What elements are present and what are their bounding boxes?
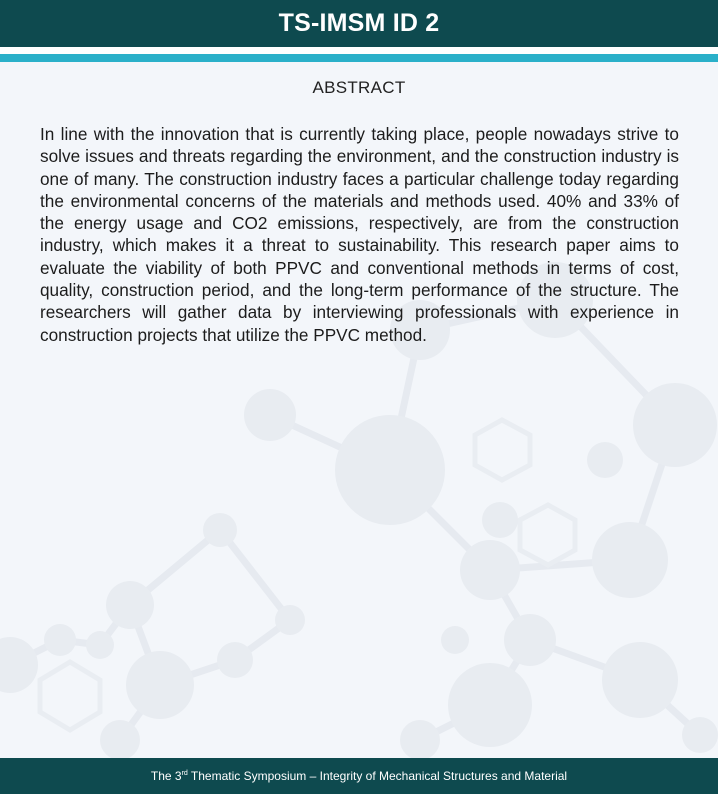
page-title: TS-IMSM ID 2 (278, 9, 440, 37)
footer-suffix: Thematic Symposium – Integrity of Mechanical Structures and Material (187, 769, 568, 783)
abstract-paragraph: In line with the innovation that is currently taking place, people nowadays strive to solve issues and threats regarding the environment, and the construction industry is one of many. The construction industry faces a particular challenge today regarding the environmental concerns of the materials and methods used. 40% and 33% of the energy usage and CO2 emissions, respectively, are from the construction industry, which makes it a threat to sustainability. This research paper aims to evaluate the viability of both PPVC and conventional methods in terms of cost, quality, construction period, and the long-term performance of the structure. The researchers will gather data by interviewing professionals with experience in construction projects that utilize the PPVC method. (40, 124, 679, 345)
footer-bar (0, 758, 718, 794)
header-divider (0, 47, 718, 54)
footer-text (151, 769, 567, 783)
footer-prefix: The 3 (150, 769, 182, 783)
header-bar (0, 0, 718, 47)
accent-bar (0, 54, 718, 62)
section-heading: ABSTRACT (312, 78, 406, 97)
footer-superscript: rd (181, 770, 188, 777)
